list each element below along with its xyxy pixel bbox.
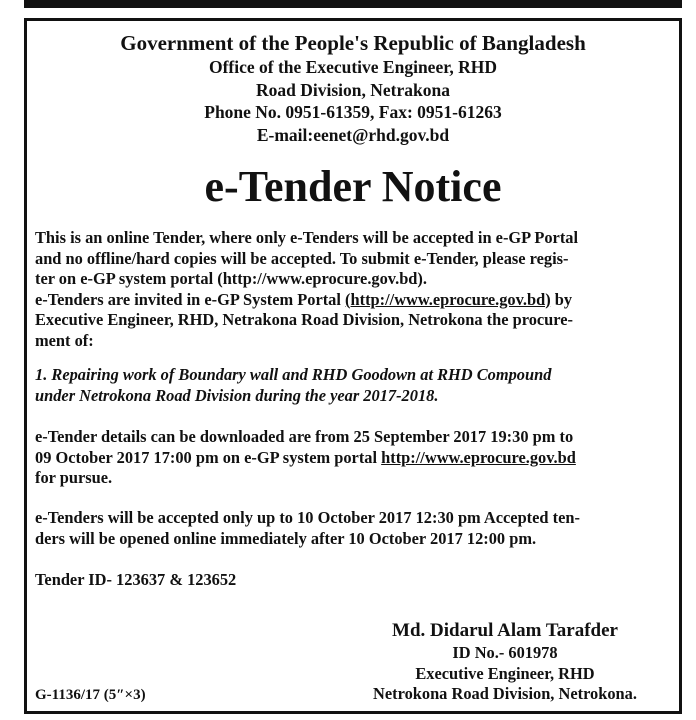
work-item-line: 1. Repairing work of Boundary wall and RHD Goodown at RHD Compound	[35, 365, 552, 384]
intro-line: ment of:	[35, 330, 94, 350]
download-line: e-Tender details can be downloaded are from 25 September 2017 19:30 pm to	[35, 427, 574, 446]
eprocure-portal-link[interactable]: http://www.eprocure.gov.bd	[381, 447, 576, 467]
notice-frame	[24, 18, 682, 714]
intro-line: This is an online Tender, where only e-Tenders will be accepted in e-GP Portal	[35, 228, 579, 247]
download-line: for pursue.	[35, 468, 113, 487]
intro-line	[35, 290, 675, 311]
eprocure-link[interactable]: (http://www.eprocure.gov.bd)	[345, 289, 551, 309]
top-rule	[24, 0, 682, 8]
signature-block	[345, 619, 665, 705]
ad-code: G-1136/17 (5″×3)	[35, 687, 146, 703]
signatory-name: Md. Didarul Alam Tarafder	[392, 620, 618, 641]
notice-header	[27, 31, 679, 146]
phone-fax: Phone No. 0951-61359, Fax: 0951-61263	[204, 102, 502, 122]
organization-name: Government of the People's Republic of Bangladesh	[120, 31, 586, 55]
acceptance-paragraph	[35, 508, 675, 549]
intro-text: e-Tenders are invited in e-GP System Portal	[35, 289, 346, 309]
signatory-designation: Executive Engineer, RHD	[415, 663, 595, 683]
office-name: Office of the Executive Engineer, RHD	[208, 57, 498, 77]
download-text: 09 October 2017 17:00 pm on e-GP system portal	[35, 447, 382, 467]
notice-title: e-Tender Notice	[204, 162, 502, 211]
signatory-id: ID No.- 601978	[452, 643, 558, 662]
signatory-office: Netrokona Road Division, Netrokona.	[373, 684, 637, 703]
work-item	[35, 365, 675, 406]
download-paragraph	[35, 427, 675, 489]
intro-line: ter on e-GP system portal (http://www.eprocure.gov.bd).	[35, 269, 427, 288]
email-address: E-mail:eenet@rhd.gov.bd	[256, 124, 450, 145]
intro-text: by	[550, 289, 573, 309]
division-name: Road Division, Netrakona	[256, 79, 450, 100]
intro-line: and no offline/hard copies will be accepted. To submit e-Tender, please regis-	[35, 248, 569, 268]
acceptance-line: e-Tenders will be accepted only up to 10 October 2017 12:30 pm Accepted ten-	[35, 508, 580, 527]
download-line	[35, 448, 675, 469]
intro-paragraph	[35, 228, 675, 351]
intro-line: Executive Engineer, RHD, Netrakona Road Division, Netrokona the procure-	[35, 310, 574, 329]
work-item-line: under Netrokona Road Division during the year 2017-2018.	[35, 385, 439, 405]
acceptance-line: ders will be opened online immediately after 10 October 2017 12:00 pm.	[35, 528, 537, 548]
tender-id: Tender ID- 123637 & 123652	[35, 570, 237, 589]
